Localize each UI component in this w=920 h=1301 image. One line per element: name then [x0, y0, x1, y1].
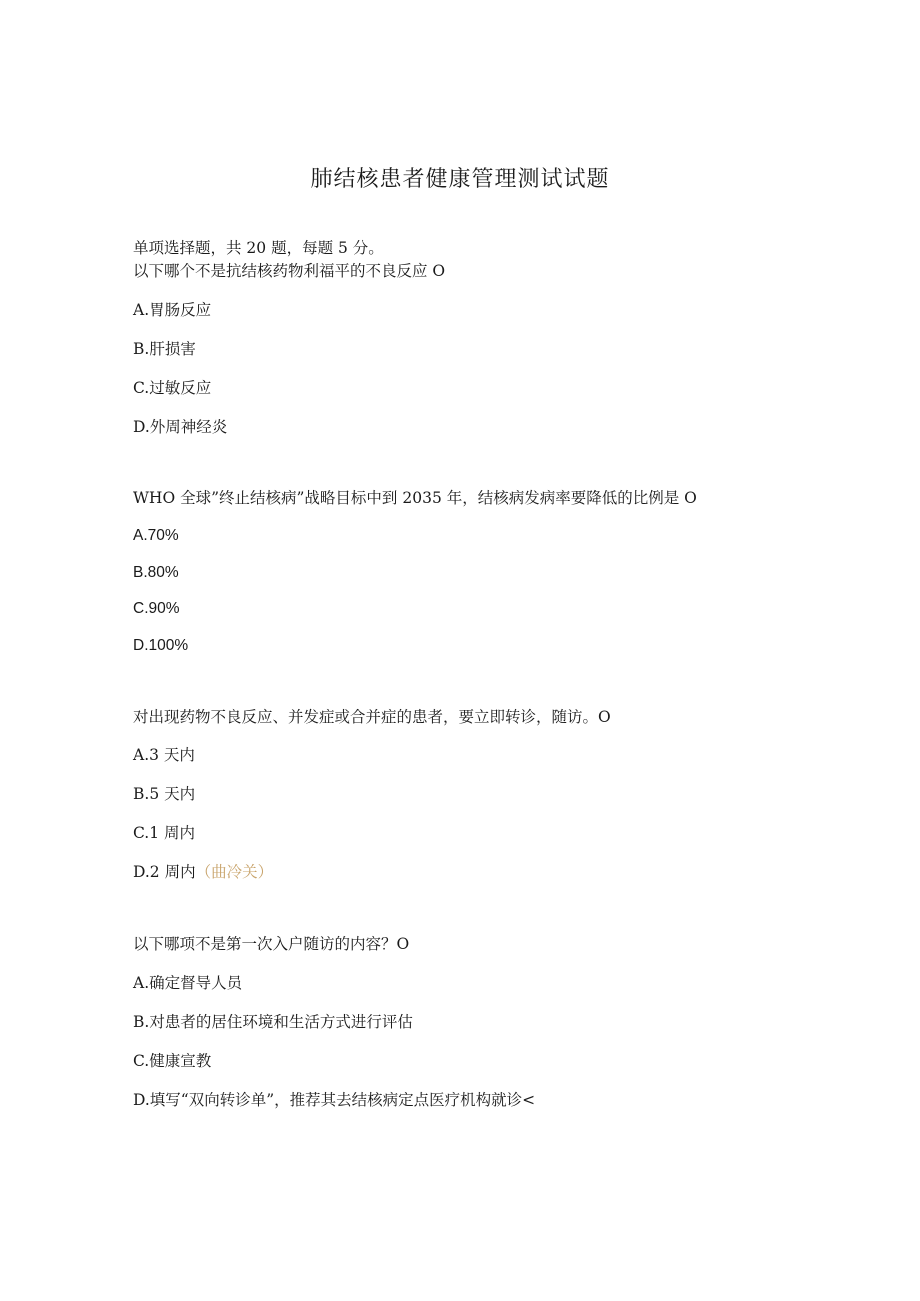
- question-4-option-a: A.确定督导人员: [133, 974, 243, 992]
- question-4-option-d: D.填写“双向转诊单”，推荐其去结核病定点医疗机构就诊<: [133, 1091, 536, 1109]
- question-2-option-b: B.80%: [133, 564, 179, 581]
- question-2-option-d: D.100%: [133, 637, 189, 654]
- question-3-stem: 对出现药物不良反应、并发症或合并症的患者，要立即转诊，随访。O: [133, 708, 611, 726]
- question-3-option-d: D.2 周内: [133, 863, 196, 881]
- question-1-stem: 以下哪个不是抗结核药物利福平的不良反应 O: [133, 262, 446, 280]
- question-2-option-c: C.90%: [133, 600, 180, 617]
- question-4-option-c: C.健康宣教: [133, 1052, 212, 1070]
- question-1-option-a: A.胃肠反应: [133, 301, 212, 319]
- question-4-stem: 以下哪项不是第一次入户随访的内容？O: [133, 935, 410, 953]
- question-3-option-b: B.5 天内: [133, 785, 196, 803]
- question-3-option-c: C.1 周内: [133, 824, 196, 842]
- question-3-option-d-row: [133, 862, 273, 882]
- handwritten-annotation: （曲冷关）: [195, 863, 274, 881]
- section-intro: 单项选择题，共 20 题，每题 5 分。: [133, 239, 384, 257]
- question-2-stem: WHO 全球”终止结核病”战略目标中到 2035 年，结核病发病率要降低的比例是 O: [133, 489, 697, 507]
- question-1-option-c: C.过敏反应: [133, 379, 212, 397]
- page-title: 肺结核患者健康管理测试试题: [310, 167, 610, 192]
- question-1-option-b: B.肝损害: [133, 340, 196, 358]
- question-1-option-d: D.外周神经炎: [133, 418, 228, 436]
- question-4-option-b: B.对患者的居住环境和生活方式进行评估: [133, 1013, 413, 1031]
- question-3-option-a: A.3 天内: [133, 746, 195, 764]
- question-2-option-a: A.70%: [133, 527, 179, 544]
